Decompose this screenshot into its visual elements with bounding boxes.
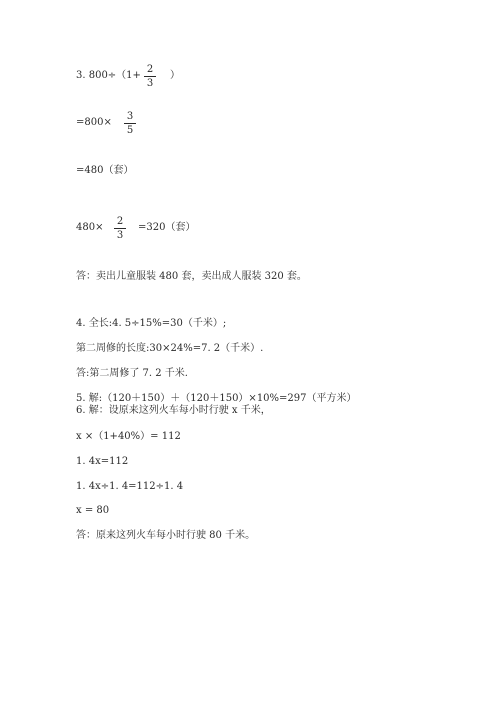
q4-line2: 第二周修的长度:30×24%=7. 2（千米）. [76,343,264,354]
q3-step4-suffix: =320（套） [138,222,196,233]
fraction-denominator: 3 [116,230,124,241]
fraction-bar [124,123,136,124]
q6-line4: 1. 4x÷1. 4=112÷1. 4 [76,481,184,492]
q6-line1: 6. 解：设原来这列火车每小时行驶 x 千米， [76,405,271,416]
q3-step2: =800× [76,117,112,128]
q3-step3: =480（套） [76,165,134,176]
q3-answer: 答：卖出儿童服装 480 套，卖出成人服装 320 套。 [76,271,307,282]
q3-step4: 480× [76,222,104,233]
q6-line2: x ×（1+40%）= 112 [76,431,181,442]
q3-step1-suffix: ） [170,70,180,81]
fraction-denominator: 3 [146,78,154,89]
q3-step1 [76,70,141,82]
q6-line3: 1. 4x=112 [76,456,129,467]
q4-answer: 答:第二周修了 7. 2 千米. [76,368,188,379]
q3-step2-fraction [124,111,136,136]
fraction-numerator: 2 [116,216,124,227]
q3-step4-fraction [114,216,126,241]
q5-line1: 5. 解:（120＋150）＋（120＋150）×10%=297（平方米） [76,393,357,404]
fraction-denominator: 5 [126,125,134,136]
q3-step1-fraction [144,64,156,89]
q6-line5: x = 80 [76,505,110,516]
q3-step1-prefix: 3. 800÷（1+ [76,70,141,81]
fraction-numerator: 2 [146,64,154,75]
q4-line1: 4. 全长:4. 5÷15%=30（千米）; [76,318,227,329]
q6-answer: 答：原来这列火车每小时行驶 80 千米。 [76,530,256,541]
fraction-bar [144,76,156,77]
fraction-bar [114,228,126,229]
fraction-numerator: 3 [126,111,134,122]
